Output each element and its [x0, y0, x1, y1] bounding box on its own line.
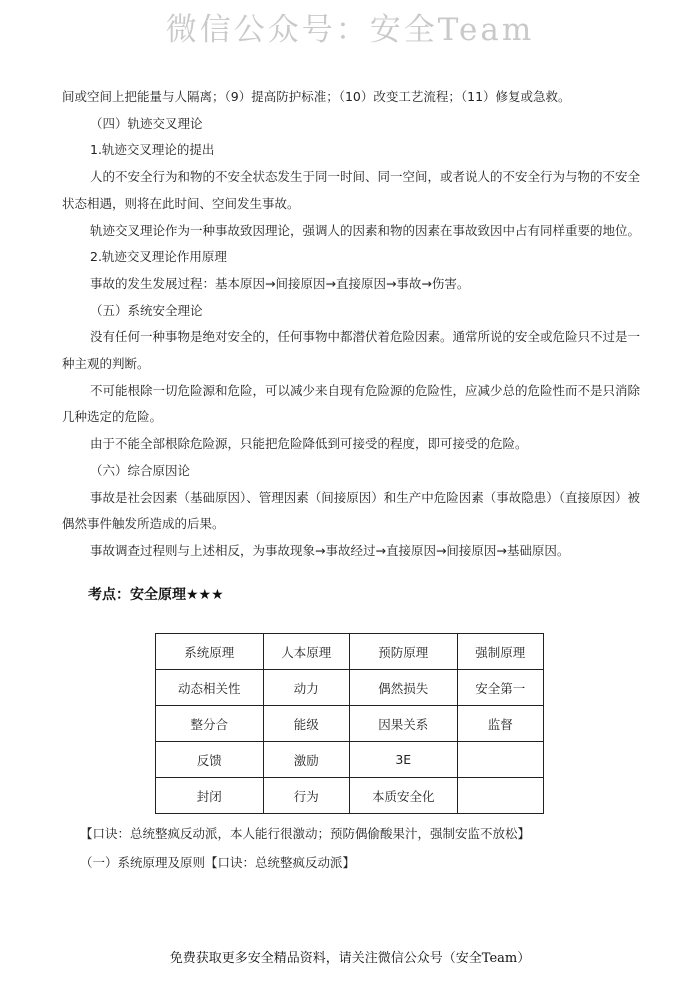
watermark-text: 微信公众号：安全Team — [165, 12, 535, 48]
table-row — [156, 706, 544, 742]
footer-notice: 免费获取更多安全精品资料，请关注微信公众号（安全Team） — [169, 951, 531, 966]
table-cell: 偶然损失 — [349, 670, 457, 706]
table-cell — [457, 778, 543, 814]
paragraph: 由于不能全部根除危险源，只能把危险降低到可接受的程度，即可接受的危险。 — [90, 436, 528, 452]
table-row — [156, 634, 544, 670]
paragraph: 人的不安全行为和物的不安全状态发生于同一时间、同一空间，或者说人的不安全行为与物的不安全状态相遇，则将在此时间、空间发生事故。 — [62, 169, 641, 211]
safety-principles-table — [155, 633, 544, 814]
paragraph: 不可能根除一切危险源和危险，可以减少来自现有危险源的危险性，应减少总的危险性而不是只消除几种选定的危险。 — [62, 382, 641, 425]
table-cell: 预防原理 — [349, 634, 457, 670]
mnemonic-text: 【口诀：总统整疯反动派，本人能行很激动；预防偶偷酸果汁，强制安监不放松】 — [80, 826, 531, 841]
table-cell: 安全第一 — [457, 670, 543, 706]
table-cell: 系统原理 — [156, 634, 264, 670]
paragraph: 事故是社会因素（基础原因）、管理因素（间接原因）和生产中危险因素（事故隐患）（直接原因）被偶然事件触发所造成的后果。 — [62, 489, 641, 532]
table-cell: 人本原理 — [263, 634, 349, 670]
paragraph: （五）系统安全理论 — [90, 302, 203, 318]
table-cell: 因果关系 — [349, 706, 457, 742]
table-cell: 反馈 — [156, 742, 264, 778]
document-body — [62, 84, 642, 565]
paragraph: 间或空间上把能量与人隔离；（9）提高防护标准；（10）改变工艺流程；（11）修复或急救。 — [62, 89, 571, 104]
section-title: （一）系统原理及原则【口诀：总统整疯反动派】 — [80, 855, 356, 870]
paragraph: 事故调查过程则与上述相反，为事故现象→事故经过→直接原因→间接原因→基础原因。 — [90, 542, 570, 558]
table-cell: 3E — [349, 742, 457, 778]
table-cell: 整分合 — [156, 706, 264, 742]
table-row — [156, 670, 544, 706]
table-cell: 能级 — [263, 706, 349, 742]
paragraph: 没有任何一种事物是绝对安全的，任何事物中都潜伏着危险因素。通常所说的安全或危险只不过是一种主观的判断。 — [62, 329, 641, 372]
table-cell: 强制原理 — [457, 634, 543, 670]
paragraph: 事故的发生发展过程：基本原因→间接原因→直接原因→事故→伤害。 — [90, 275, 470, 291]
paragraph: 2.轨迹交叉理论作用原理 — [90, 249, 227, 265]
table-row — [156, 742, 544, 778]
table-cell: 动态相关性 — [156, 670, 264, 706]
table-cell: 激励 — [263, 742, 349, 778]
exam-point-heading: 考点：安全原理★★★ — [88, 587, 224, 603]
table-cell: 动力 — [263, 670, 349, 706]
table-row — [156, 778, 544, 814]
table-cell: 封闭 — [156, 778, 264, 814]
table-cell — [457, 742, 543, 778]
paragraph: （四）轨迹交叉理论 — [90, 115, 203, 131]
table-cell: 本质安全化 — [349, 778, 457, 814]
paragraph: 轨迹交叉理论作为一种事故致因理论，强调人的因素和物的因素在事故致因中占有同样重要的地位。 — [90, 222, 641, 238]
table-cell: 监督 — [457, 706, 543, 742]
paragraph: （六）综合原因论 — [90, 462, 191, 478]
table-cell: 行为 — [263, 778, 349, 814]
paragraph: 1.轨迹交叉理论的提出 — [90, 142, 215, 158]
